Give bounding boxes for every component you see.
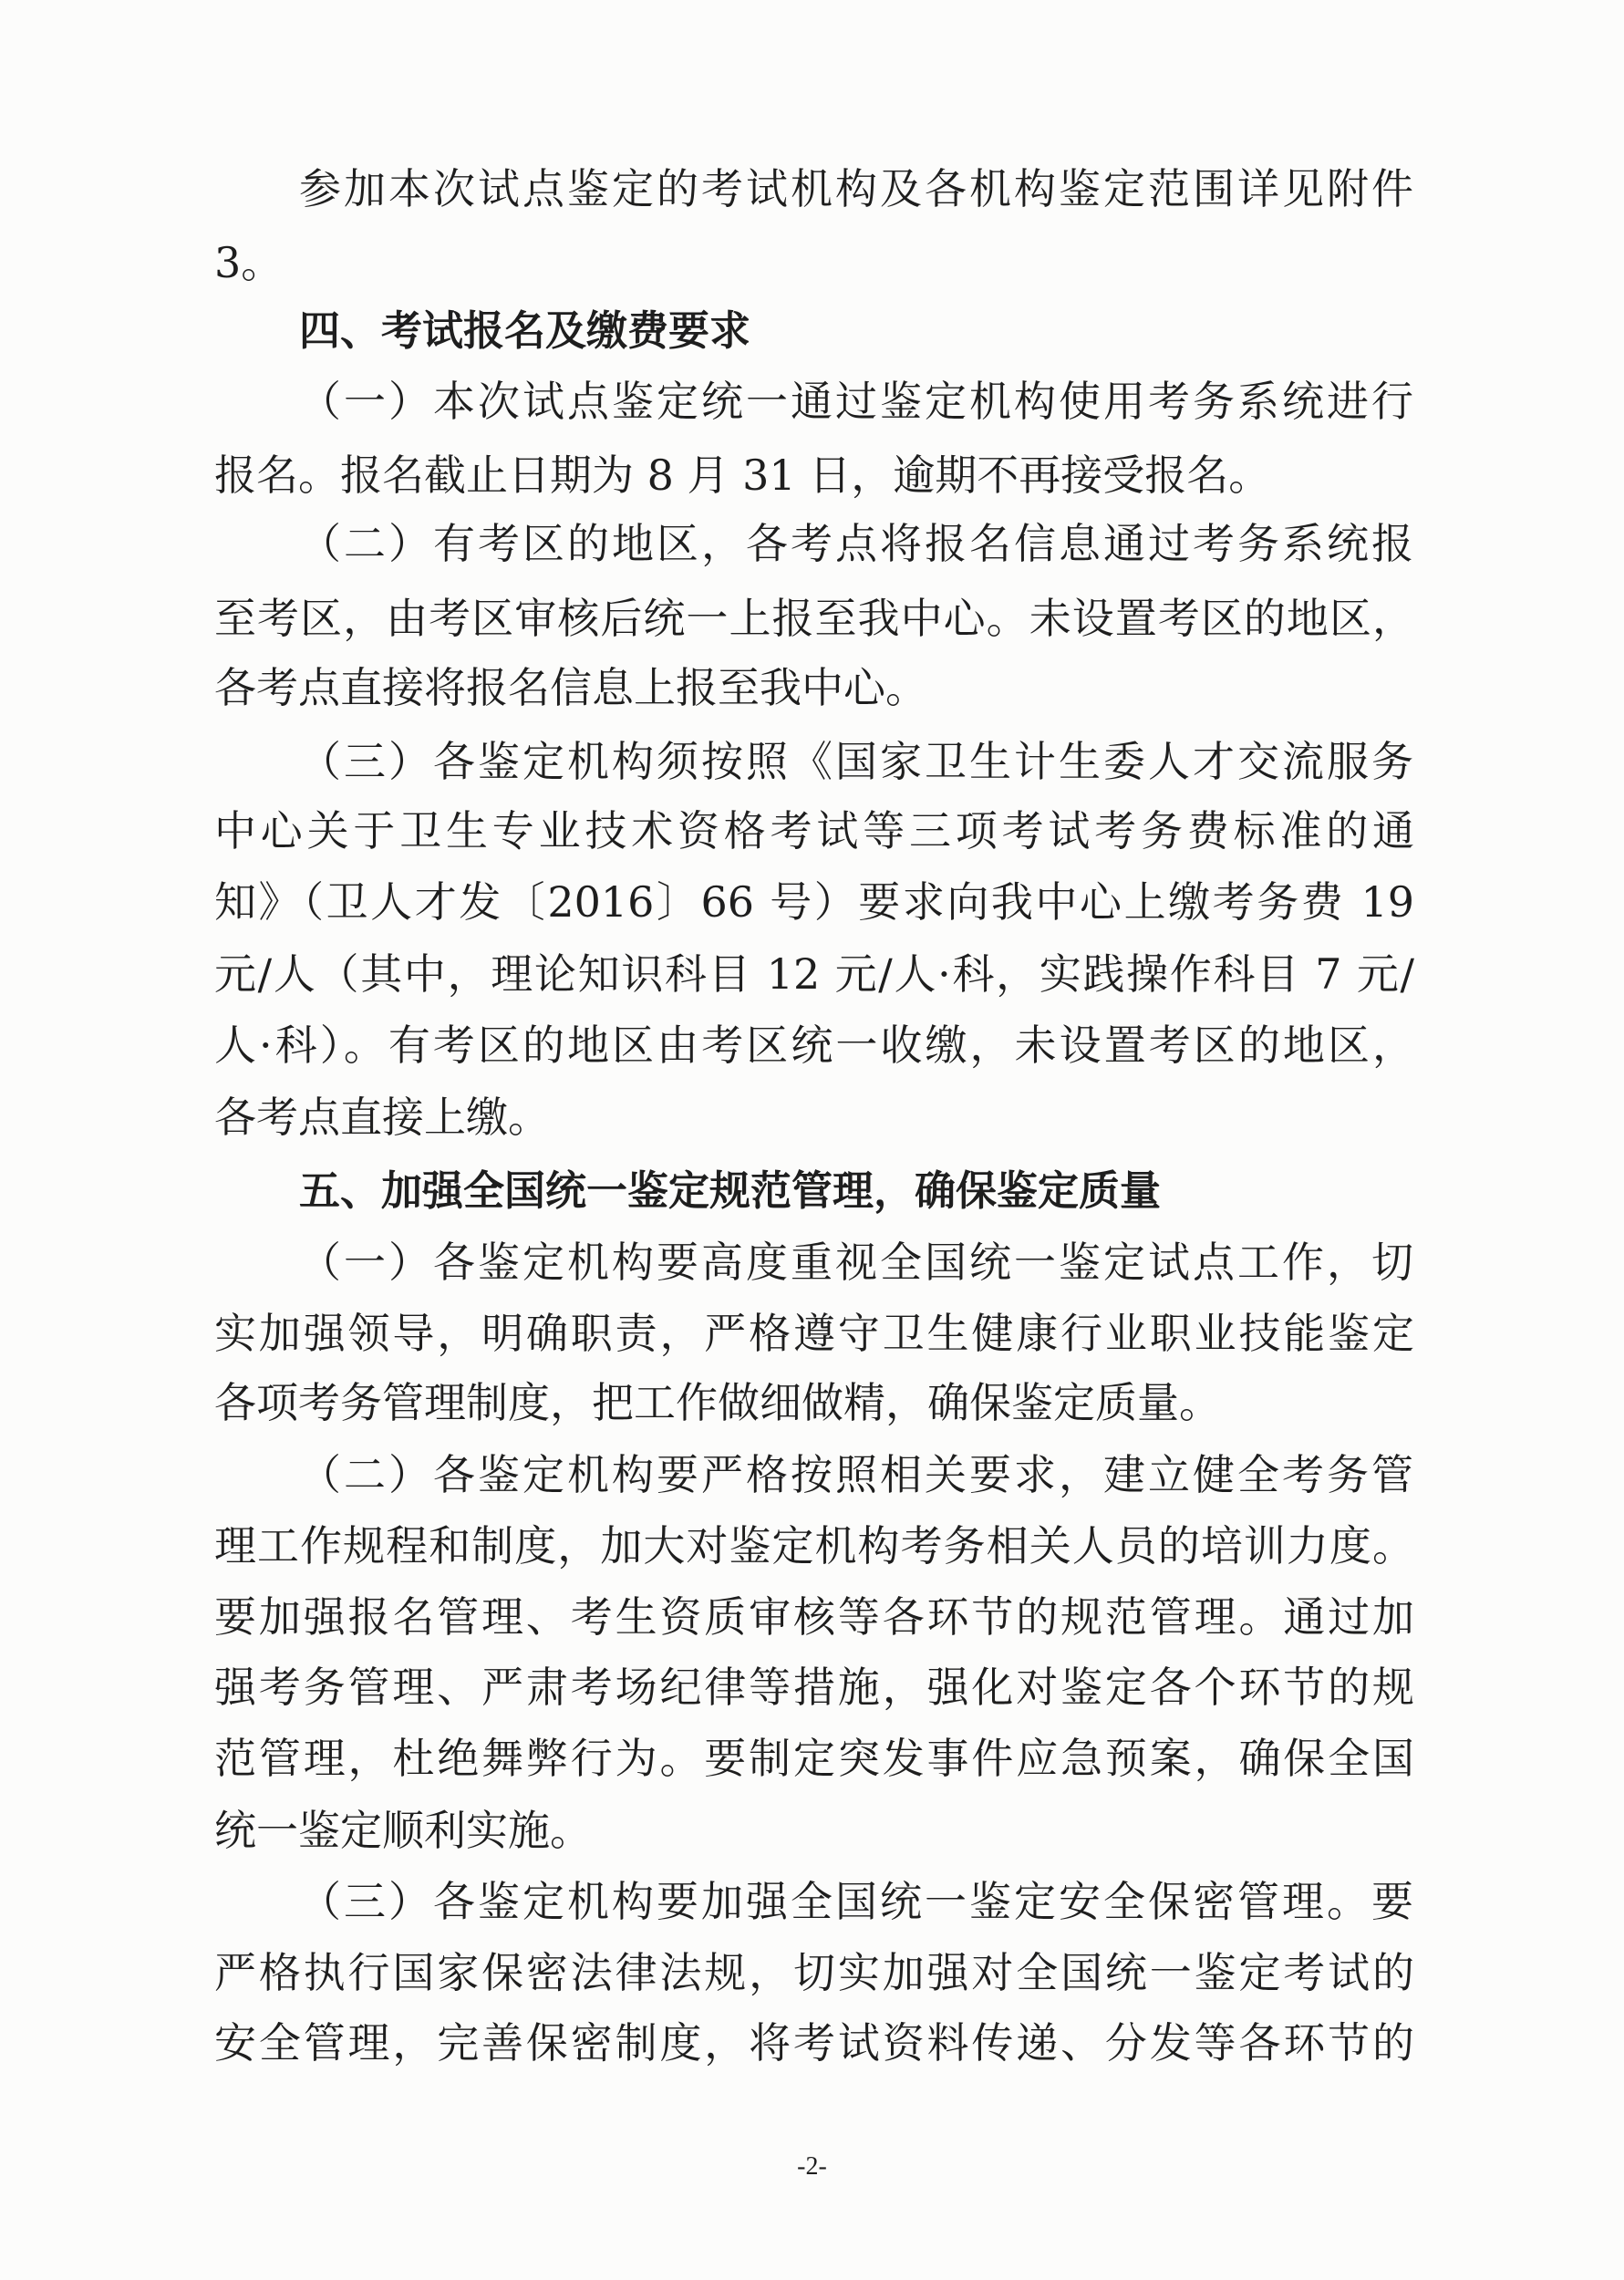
body-line: 3。 bbox=[214, 238, 284, 287]
body-line: 参加本次试点鉴定的考试机构及各机构鉴定范围详见附件 bbox=[299, 164, 1413, 213]
body-line: 知》（卫人才发〔2016〕66 号）要求向我中心上缴考务费 19 bbox=[214, 877, 1414, 927]
body-line: 范管理，杜绝舞弊行为。要制定突发事件应急预案，确保全国 bbox=[214, 1734, 1414, 1783]
body-line: 安全管理，完善保密制度，将考试资料传递、分发等各环节的 bbox=[214, 2018, 1414, 2068]
body-line: 严格执行国家保密法律法规，切实加强对全国统一鉴定考试的 bbox=[214, 1948, 1414, 1997]
body-line: 至考区，由考区审核后统一上报至我中心。未设置考区的地区， bbox=[214, 594, 1414, 643]
body-line: （三）各鉴定机构要加强全国统一鉴定安全保密管理。要 bbox=[299, 1877, 1413, 1926]
section-heading: 五、加强全国统一鉴定规范管理，确保鉴定质量 bbox=[299, 1166, 1162, 1215]
body-line: 要加强报名管理、考生资质审核等各环节的规范管理。通过加 bbox=[214, 1592, 1414, 1642]
body-line: 中心关于卫生专业技术资格考试等三项考试考务费标准的通 bbox=[214, 806, 1414, 855]
body-line: （三）各鉴定机构须按照《国家卫生计生委人才交流服务 bbox=[299, 737, 1413, 786]
body-line: （二）各鉴定机构要严格按照相关要求，建立健全考务管 bbox=[299, 1450, 1413, 1499]
body-line: 各考点直接将报名信息上报至我中心。 bbox=[214, 663, 927, 712]
body-line: （一）本次试点鉴定统一通过鉴定机构使用考务系统进行 bbox=[299, 377, 1413, 426]
body-line: 人·科）。有考区的地区由考区统一收缴，未设置考区的地区， bbox=[214, 1021, 1414, 1070]
body-line: 各项考务管理制度，把工作做细做精，确保鉴定质量。 bbox=[214, 1378, 1221, 1427]
body-line: 元/人（其中，理论知识科目 12 元/人·科，实践操作科目 7 元/ bbox=[214, 949, 1414, 999]
page-number: -2- bbox=[797, 2152, 827, 2181]
body-line: 强考务管理、严肃考场纪律等措施，强化对鉴定各个环节的规 bbox=[214, 1663, 1414, 1712]
section-heading: 四、考试报名及缴费要求 bbox=[299, 306, 751, 355]
body-line: 实加强领导，明确职责，严格遵守卫生健康行业职业技能鉴定 bbox=[214, 1309, 1414, 1358]
body-line: 报名。报名截止日期为 8 月 31 日，逾期不再接受报名。 bbox=[214, 451, 1271, 500]
body-line: 理工作规程和制度，加大对鉴定机构考务相关人员的培训力度。 bbox=[214, 1521, 1414, 1570]
body-line: 各考点直接上缴。 bbox=[214, 1093, 550, 1142]
body-line: 统一鉴定顺利实施。 bbox=[214, 1806, 592, 1855]
body-line: （二）有考区的地区，各考点将报名信息通过考务系统报 bbox=[299, 519, 1413, 568]
body-line: （一）各鉴定机构要高度重视全国统一鉴定试点工作，切 bbox=[299, 1238, 1413, 1287]
